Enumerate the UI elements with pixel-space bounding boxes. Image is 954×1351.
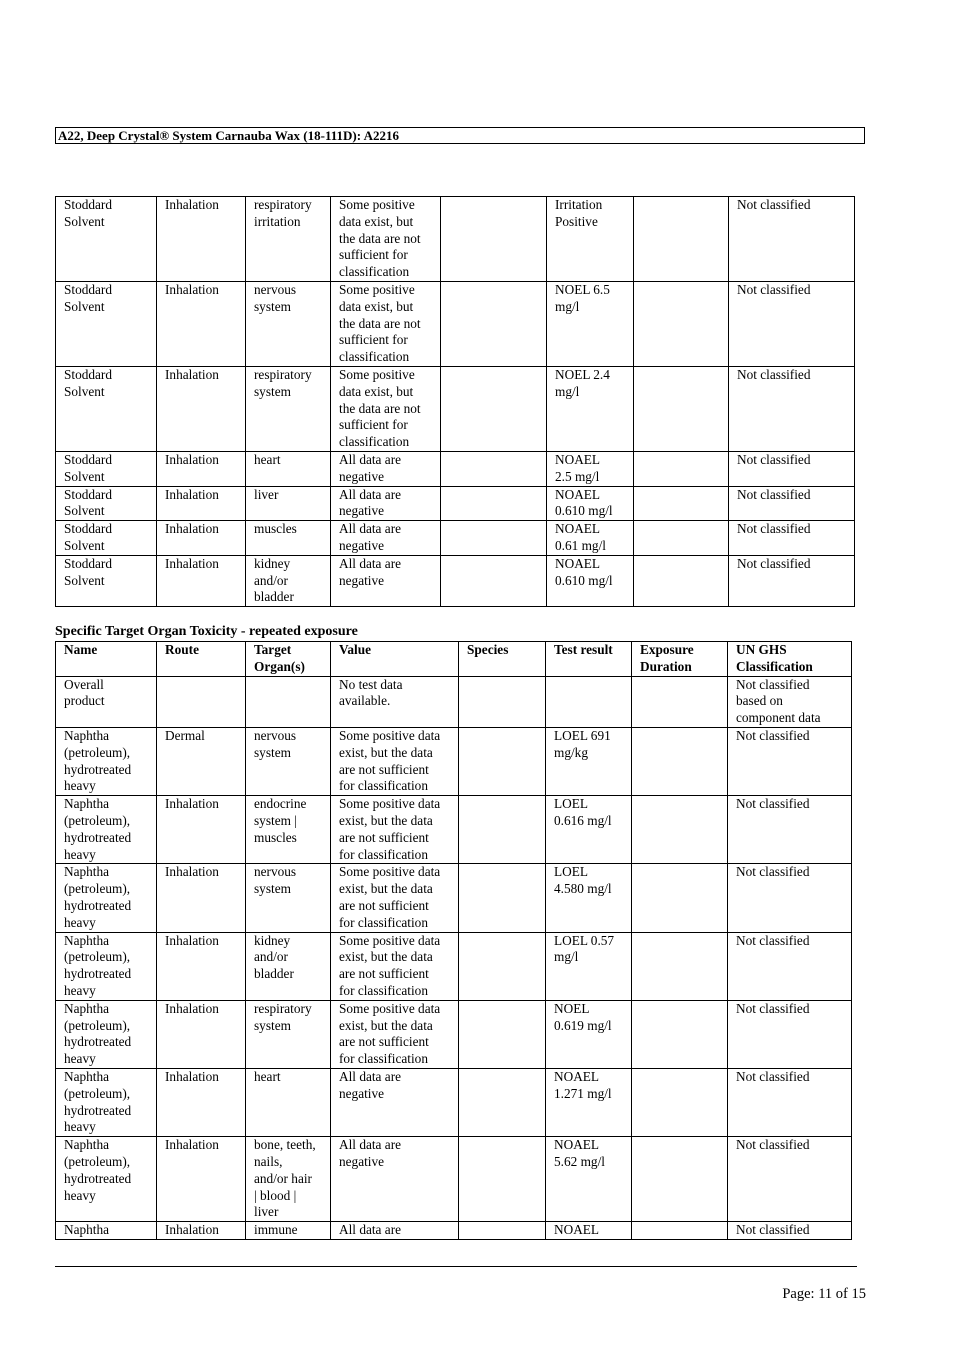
cell-route: Inhalation	[157, 796, 246, 864]
cell-value: Some positive data exist, but the data are not sufficient for classification	[331, 932, 459, 1000]
cell-value: Some positive data exist, but the data are not sufficient for classification	[331, 281, 441, 366]
cell-route: Inhalation	[157, 1222, 246, 1240]
table-row	[56, 366, 855, 451]
col-header-value: Value	[331, 642, 459, 677]
table-row	[56, 451, 855, 486]
cell-species	[441, 451, 547, 486]
cell-un-ghs-classification: Not classified	[728, 932, 852, 1000]
table-row	[56, 796, 852, 864]
col-header-route: Route	[157, 642, 246, 677]
cell-exposure-duration	[632, 727, 728, 795]
cell-route: Inhalation	[157, 1000, 246, 1068]
col-header-test-result: Test result	[546, 642, 632, 677]
cell-value: All data are negative	[331, 486, 441, 521]
cell-route: Inhalation	[157, 451, 246, 486]
col-header-target-organs: Target Organ(s)	[246, 642, 331, 677]
cell-exposure-duration	[634, 366, 729, 451]
cell-value: Some positive data exist, but the data are not sufficient for classification	[331, 727, 459, 795]
cell-name: Stoddard Solvent	[56, 451, 157, 486]
cell-test-result: LOEL 0.616 mg/l	[546, 796, 632, 864]
cell-test-result: NOAEL 1.271 mg/l	[546, 1068, 632, 1136]
table-row	[56, 1222, 852, 1240]
cell-name: Naphtha (petroleum), hydrotreated heavy	[56, 1068, 157, 1136]
table-row	[56, 1000, 852, 1068]
cell-name: Naphtha (petroleum), hydrotreated heavy	[56, 864, 157, 932]
table-row	[56, 932, 852, 1000]
cell-test-result: NOAEL	[546, 1222, 632, 1240]
cell-un-ghs-classification: Not classified	[728, 727, 852, 795]
cell-exposure-duration	[634, 521, 729, 556]
cell-value: Some positive data exist, but the data are not sufficient for classification	[331, 864, 459, 932]
cell-target-organ: respiratory system	[246, 366, 331, 451]
cell-target-organ: immune	[246, 1222, 331, 1240]
document-header: A22, Deep Crystal® System Carnauba Wax (18-111D): A2216	[55, 127, 865, 144]
cell-value: All data are negative	[331, 1137, 459, 1222]
cell-exposure-duration	[632, 1137, 728, 1222]
cell-un-ghs-classification: Not classified	[729, 366, 855, 451]
cell-species	[459, 1222, 546, 1240]
cell-exposure-duration	[632, 1068, 728, 1136]
cell-value: Some positive data exist, but the data are not sufficient for classification	[331, 366, 441, 451]
cell-test-result: LOEL 691 mg/kg	[546, 727, 632, 795]
cell-route: Inhalation	[157, 486, 246, 521]
cell-name: Stoddard Solvent	[56, 521, 157, 556]
table-row	[56, 864, 852, 932]
cell-un-ghs-classification: Not classified	[729, 197, 855, 282]
cell-species	[459, 727, 546, 795]
cell-exposure-duration	[634, 486, 729, 521]
col-header-species: Species	[459, 642, 546, 677]
cell-route: Dermal	[157, 727, 246, 795]
cell-name: Naphtha (petroleum), hydrotreated heavy	[56, 727, 157, 795]
cell-exposure-duration	[634, 555, 729, 606]
cell-target-organ: nervous system	[246, 281, 331, 366]
cell-name: Stoddard Solvent	[56, 197, 157, 282]
cell-target-organ: bone, teeth, nails, and/or hair | blood | liver	[246, 1137, 331, 1222]
table-row	[56, 521, 855, 556]
cell-species	[441, 366, 547, 451]
cell-route: Inhalation	[157, 555, 246, 606]
cell-exposure-duration	[632, 1222, 728, 1240]
cell-test-result: NOAEL 0.61 mg/l	[547, 521, 634, 556]
cell-species	[459, 1000, 546, 1068]
cell-name: Naphtha (petroleum), hydrotreated heavy	[56, 1000, 157, 1068]
cell-value: Some positive data exist, but the data are not sufficient for classification	[331, 1000, 459, 1068]
cell-un-ghs-classification: Not classified	[729, 521, 855, 556]
cell-route: Inhalation	[157, 197, 246, 282]
cell-test-result: Irritation Positive	[547, 197, 634, 282]
page-number: Page: 11 of 15	[782, 1286, 866, 1302]
cell-un-ghs-classification: Not classified	[728, 1137, 852, 1222]
cell-exposure-duration	[634, 451, 729, 486]
cell-target-organ: respiratory system	[246, 1000, 331, 1068]
table-row	[56, 1137, 852, 1222]
cell-target-organ: nervous system	[246, 864, 331, 932]
cell-un-ghs-classification: Not classified	[728, 1000, 852, 1068]
cell-species	[459, 796, 546, 864]
cell-test-result: NOAEL 5.62 mg/l	[546, 1137, 632, 1222]
cell-test-result: NOEL 2.4 mg/l	[547, 366, 634, 451]
cell-test-result: NOEL 0.619 mg/l	[546, 1000, 632, 1068]
cell-value: Some positive data exist, but the data are not sufficient for classification	[331, 197, 441, 282]
cell-exposure-duration	[632, 676, 728, 727]
cell-exposure-duration	[632, 1000, 728, 1068]
cell-name: Stoddard Solvent	[56, 555, 157, 606]
cell-target-organ: respiratory irritation	[246, 197, 331, 282]
cell-un-ghs-classification: Not classified	[729, 281, 855, 366]
cell-un-ghs-classification: Not classified	[728, 796, 852, 864]
table-row	[56, 676, 852, 727]
cell-target-organ: heart	[246, 1068, 331, 1136]
cell-name: Naphtha (petroleum), hydrotreated heavy	[56, 932, 157, 1000]
cell-exposure-duration	[632, 796, 728, 864]
cell-test-result: LOEL 4.580 mg/l	[546, 864, 632, 932]
cell-value: All data are	[331, 1222, 459, 1240]
cell-species	[459, 864, 546, 932]
cell-species	[459, 1137, 546, 1222]
table-row	[56, 1068, 852, 1136]
cell-un-ghs-classification: Not classified	[729, 555, 855, 606]
cell-route: Inhalation	[157, 864, 246, 932]
col-header-un-ghs-classification: UN GHS Classification	[728, 642, 852, 677]
table-header-row	[56, 642, 852, 677]
cell-name: Stoddard Solvent	[56, 366, 157, 451]
cell-name: Naphtha	[56, 1222, 157, 1240]
cell-species	[441, 486, 547, 521]
cell-species	[459, 676, 546, 727]
cell-value: No test data available.	[331, 676, 459, 727]
cell-name: Naphtha (petroleum), hydrotreated heavy	[56, 796, 157, 864]
cell-exposure-duration	[632, 864, 728, 932]
cell-name: Naphtha (petroleum), hydrotreated heavy	[56, 1137, 157, 1222]
table-row	[56, 555, 855, 606]
cell-species	[441, 521, 547, 556]
single-exposure-continued-table	[55, 196, 855, 607]
cell-exposure-duration	[632, 932, 728, 1000]
cell-species	[441, 281, 547, 366]
cell-name: Overall product	[56, 676, 157, 727]
cell-value: All data are negative	[331, 521, 441, 556]
cell-value: All data are negative	[331, 1068, 459, 1136]
table-row	[56, 281, 855, 366]
cell-species	[441, 197, 547, 282]
cell-target-organ: kidney and/or bladder	[246, 555, 331, 606]
cell-target-organ: endocrine system | muscles	[246, 796, 331, 864]
cell-value: All data are negative	[331, 451, 441, 486]
cell-test-result: NOAEL 0.610 mg/l	[547, 486, 634, 521]
cell-name: Stoddard Solvent	[56, 486, 157, 521]
cell-test-result	[546, 676, 632, 727]
cell-route: Inhalation	[157, 932, 246, 1000]
cell-route	[157, 676, 246, 727]
cell-route: Inhalation	[157, 281, 246, 366]
cell-route: Inhalation	[157, 1068, 246, 1136]
cell-value: All data are negative	[331, 555, 441, 606]
cell-species	[459, 932, 546, 1000]
cell-route: Inhalation	[157, 366, 246, 451]
cell-value: Some positive data exist, but the data are not sufficient for classification	[331, 796, 459, 864]
cell-test-result: NOEL 6.5 mg/l	[547, 281, 634, 366]
table-row	[56, 197, 855, 282]
cell-test-result: NOAEL 2.5 mg/l	[547, 451, 634, 486]
cell-un-ghs-classification: Not classified	[728, 864, 852, 932]
cell-un-ghs-classification: Not classified	[729, 451, 855, 486]
cell-target-organ: kidney and/or bladder	[246, 932, 331, 1000]
cell-un-ghs-classification: Not classified	[728, 1222, 852, 1240]
cell-species	[441, 555, 547, 606]
footer-divider	[55, 1266, 857, 1267]
cell-target-organ	[246, 676, 331, 727]
cell-exposure-duration	[634, 197, 729, 282]
cell-route: Inhalation	[157, 521, 246, 556]
table-row	[56, 486, 855, 521]
cell-species	[459, 1068, 546, 1136]
col-header-exposure-duration: Exposure Duration	[632, 642, 728, 677]
cell-un-ghs-classification: Not classified	[729, 486, 855, 521]
cell-target-organ: muscles	[246, 521, 331, 556]
cell-exposure-duration	[634, 281, 729, 366]
cell-name: Stoddard Solvent	[56, 281, 157, 366]
cell-un-ghs-classification: Not classified	[728, 1068, 852, 1136]
cell-test-result: NOAEL 0.610 mg/l	[547, 555, 634, 606]
section-title-repeated-exposure: Specific Target Organ Toxicity - repeated exposure	[55, 624, 358, 639]
cell-target-organ: nervous system	[246, 727, 331, 795]
cell-target-organ: liver	[246, 486, 331, 521]
cell-route: Inhalation	[157, 1137, 246, 1222]
repeated-exposure-table	[55, 641, 852, 1240]
col-header-name: Name	[56, 642, 157, 677]
cell-un-ghs-classification: Not classified based on component data	[728, 676, 852, 727]
cell-target-organ: heart	[246, 451, 331, 486]
table-row	[56, 727, 852, 795]
cell-test-result: LOEL 0.57 mg/l	[546, 932, 632, 1000]
